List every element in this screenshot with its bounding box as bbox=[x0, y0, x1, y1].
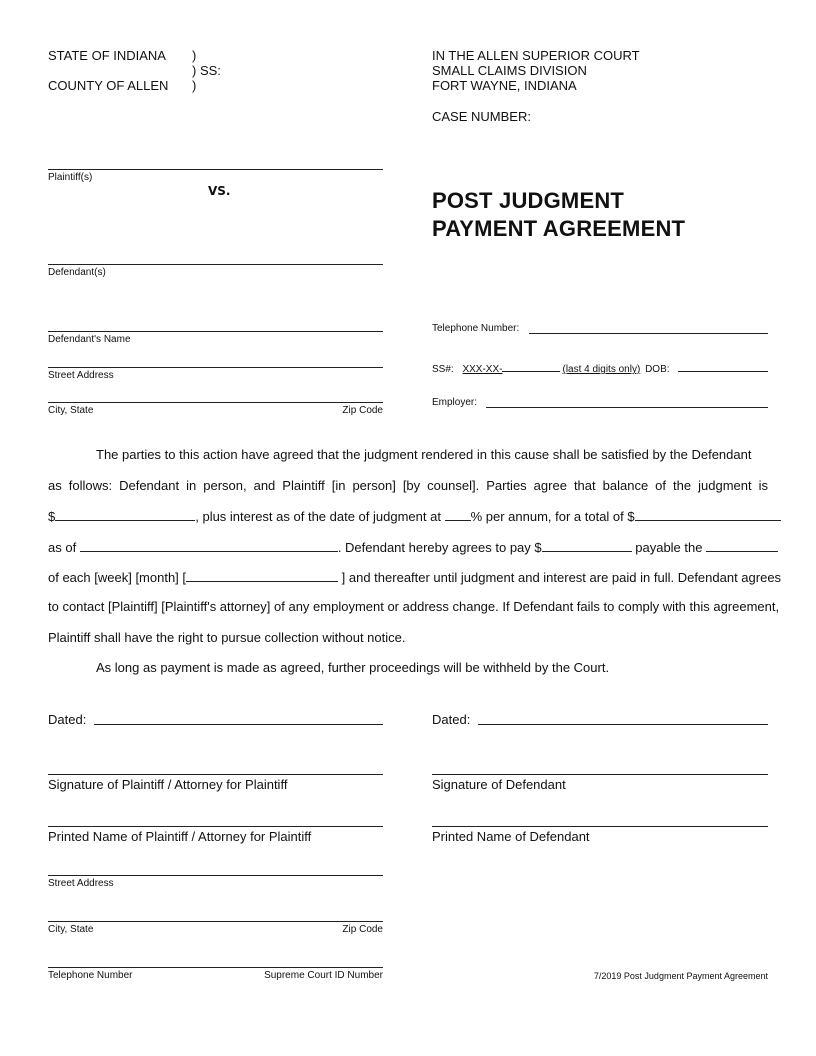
agreement-line-1: The parties to this action have agreed that the judgment rendered in this cause shall be satisfied by the Defendant bbox=[96, 447, 752, 462]
text-interest: , plus interest as of the date of judgment at bbox=[195, 509, 441, 524]
ss-row bbox=[432, 361, 670, 376]
court-name: IN THE ALLEN SUPERIOR COURT bbox=[432, 48, 640, 63]
text-thereafter: ] and thereafter until judgment and interest are paid in full. Defendant agrees bbox=[341, 570, 782, 585]
caption-paren: ) bbox=[192, 78, 197, 93]
form-footer-id: 7/2019 Post Judgment Payment Agreement bbox=[593, 971, 768, 981]
text-of-each: of each [week] [month] [ bbox=[48, 570, 187, 585]
plaintiff-city-line[interactable] bbox=[48, 921, 383, 922]
case-number-label: CASE NUMBER: bbox=[432, 109, 531, 124]
defendant-printed-name-line[interactable] bbox=[432, 826, 768, 827]
payable-day-field[interactable] bbox=[706, 539, 778, 552]
defendant-line[interactable] bbox=[48, 264, 383, 265]
dollar-sign: $ bbox=[48, 509, 56, 524]
agreement-line-7: Plaintiff shall have the right to pursue collection without notice. bbox=[48, 630, 406, 645]
agreement-line-4 bbox=[48, 539, 768, 555]
ss-note: (last 4 digits only) bbox=[562, 364, 641, 375]
document-title-line1: POST JUDGMENT bbox=[432, 188, 625, 213]
interest-rate-field[interactable] bbox=[445, 508, 471, 521]
ss-prefix: XXX-XX- bbox=[462, 364, 503, 375]
employer-field[interactable] bbox=[486, 407, 768, 408]
text-total: % per annum, for a total of $ bbox=[470, 509, 635, 524]
defendant-printed-name-label: Printed Name of Defendant bbox=[432, 829, 590, 844]
text-payable-the: payable the bbox=[635, 540, 703, 555]
document-title-line2: PAYMENT AGREEMENT bbox=[432, 216, 686, 241]
plaintiff-printed-name-label: Printed Name of Plaintiff / Attorney for Plaintiff bbox=[48, 829, 312, 844]
plaintiff-zip-label: Zip Code bbox=[342, 924, 383, 935]
plaintiff-signature-label: Signature of Plaintiff / Attorney for Plaintiff bbox=[48, 777, 288, 792]
defendant-dated-field[interactable] bbox=[478, 724, 768, 725]
ss-label: ) SS: bbox=[192, 63, 221, 78]
plaintiff-signature-line[interactable] bbox=[48, 774, 383, 775]
agreement-line-8: As long as payment is made as agreed, further proceedings will be withheld by the Court. bbox=[96, 660, 610, 675]
vs-label: VS. bbox=[208, 184, 231, 198]
defendant-zip-label: Zip Code bbox=[342, 405, 383, 416]
plaintiff-telephone-line[interactable] bbox=[48, 967, 383, 968]
total-amount-field[interactable] bbox=[635, 508, 781, 521]
text-agrees-to-pay: . Defendant hereby agrees to pay $ bbox=[337, 540, 542, 555]
agreement-line-6: to contact [Plaintiff] [Plaintiff's attorney] of any employment or address change. If Defendant fails to comply with this agreement, bbox=[48, 599, 780, 614]
text-as-of: as of bbox=[48, 540, 77, 555]
dob-field[interactable] bbox=[678, 371, 768, 372]
plaintiff-line[interactable] bbox=[48, 169, 383, 170]
agreement-line-5 bbox=[48, 569, 782, 585]
caption-paren: ) bbox=[192, 48, 197, 63]
payment-amount-field[interactable] bbox=[542, 539, 632, 552]
defendant-label: Defendant(s) bbox=[48, 267, 106, 278]
plaintiff-court-id-label: Supreme Court ID Number bbox=[264, 970, 383, 981]
defendant-city-line[interactable] bbox=[48, 402, 383, 403]
defendant-name-label: Defendant's Name bbox=[48, 334, 131, 345]
plaintiff-printed-name-line[interactable] bbox=[48, 826, 383, 827]
state-label: STATE OF INDIANA bbox=[48, 48, 166, 63]
plaintiff-dated-label: Dated: bbox=[48, 712, 87, 727]
ss-gap-line bbox=[502, 361, 532, 372]
employer-label: Employer: bbox=[432, 397, 478, 408]
ss-last4-field[interactable] bbox=[532, 361, 560, 372]
plaintiff-street-label: Street Address bbox=[48, 878, 114, 889]
defendant-street-line[interactable] bbox=[48, 367, 383, 368]
agreement-line-2: as follows: Defendant in person, and Plaintiff [in person] [by counsel]. Parties agree that balance of the judgment is bbox=[48, 478, 768, 493]
plaintiff-label: Plaintiff(s) bbox=[48, 172, 93, 183]
defendant-signature-label: Signature of Defendant bbox=[432, 777, 566, 792]
balance-amount-field[interactable] bbox=[55, 508, 195, 521]
plaintiff-street-line[interactable] bbox=[48, 875, 383, 876]
ss-number-label: SS#: bbox=[432, 364, 454, 375]
defendant-signature-line[interactable] bbox=[432, 774, 768, 775]
plaintiff-city-label: City, State bbox=[48, 924, 94, 935]
payment-period-field[interactable] bbox=[186, 569, 338, 582]
county-label: COUNTY OF ALLEN bbox=[48, 78, 169, 93]
defendant-name-line[interactable] bbox=[48, 331, 383, 332]
agreement-line-3 bbox=[48, 508, 768, 524]
court-division: SMALL CLAIMS DIVISION bbox=[432, 63, 587, 78]
dob-label: DOB: bbox=[645, 364, 670, 375]
court-location: FORT WAYNE, INDIANA bbox=[432, 78, 577, 93]
plaintiff-telephone-label: Telephone Number bbox=[48, 970, 133, 981]
plaintiff-dated-field[interactable] bbox=[94, 724, 383, 725]
defendant-street-label: Street Address bbox=[48, 370, 114, 381]
telephone-label: Telephone Number: bbox=[432, 323, 520, 334]
defendant-city-label: City, State bbox=[48, 405, 94, 416]
defendant-dated-label: Dated: bbox=[432, 712, 471, 727]
telephone-field[interactable] bbox=[529, 333, 768, 334]
as-of-date-field[interactable] bbox=[80, 539, 338, 552]
